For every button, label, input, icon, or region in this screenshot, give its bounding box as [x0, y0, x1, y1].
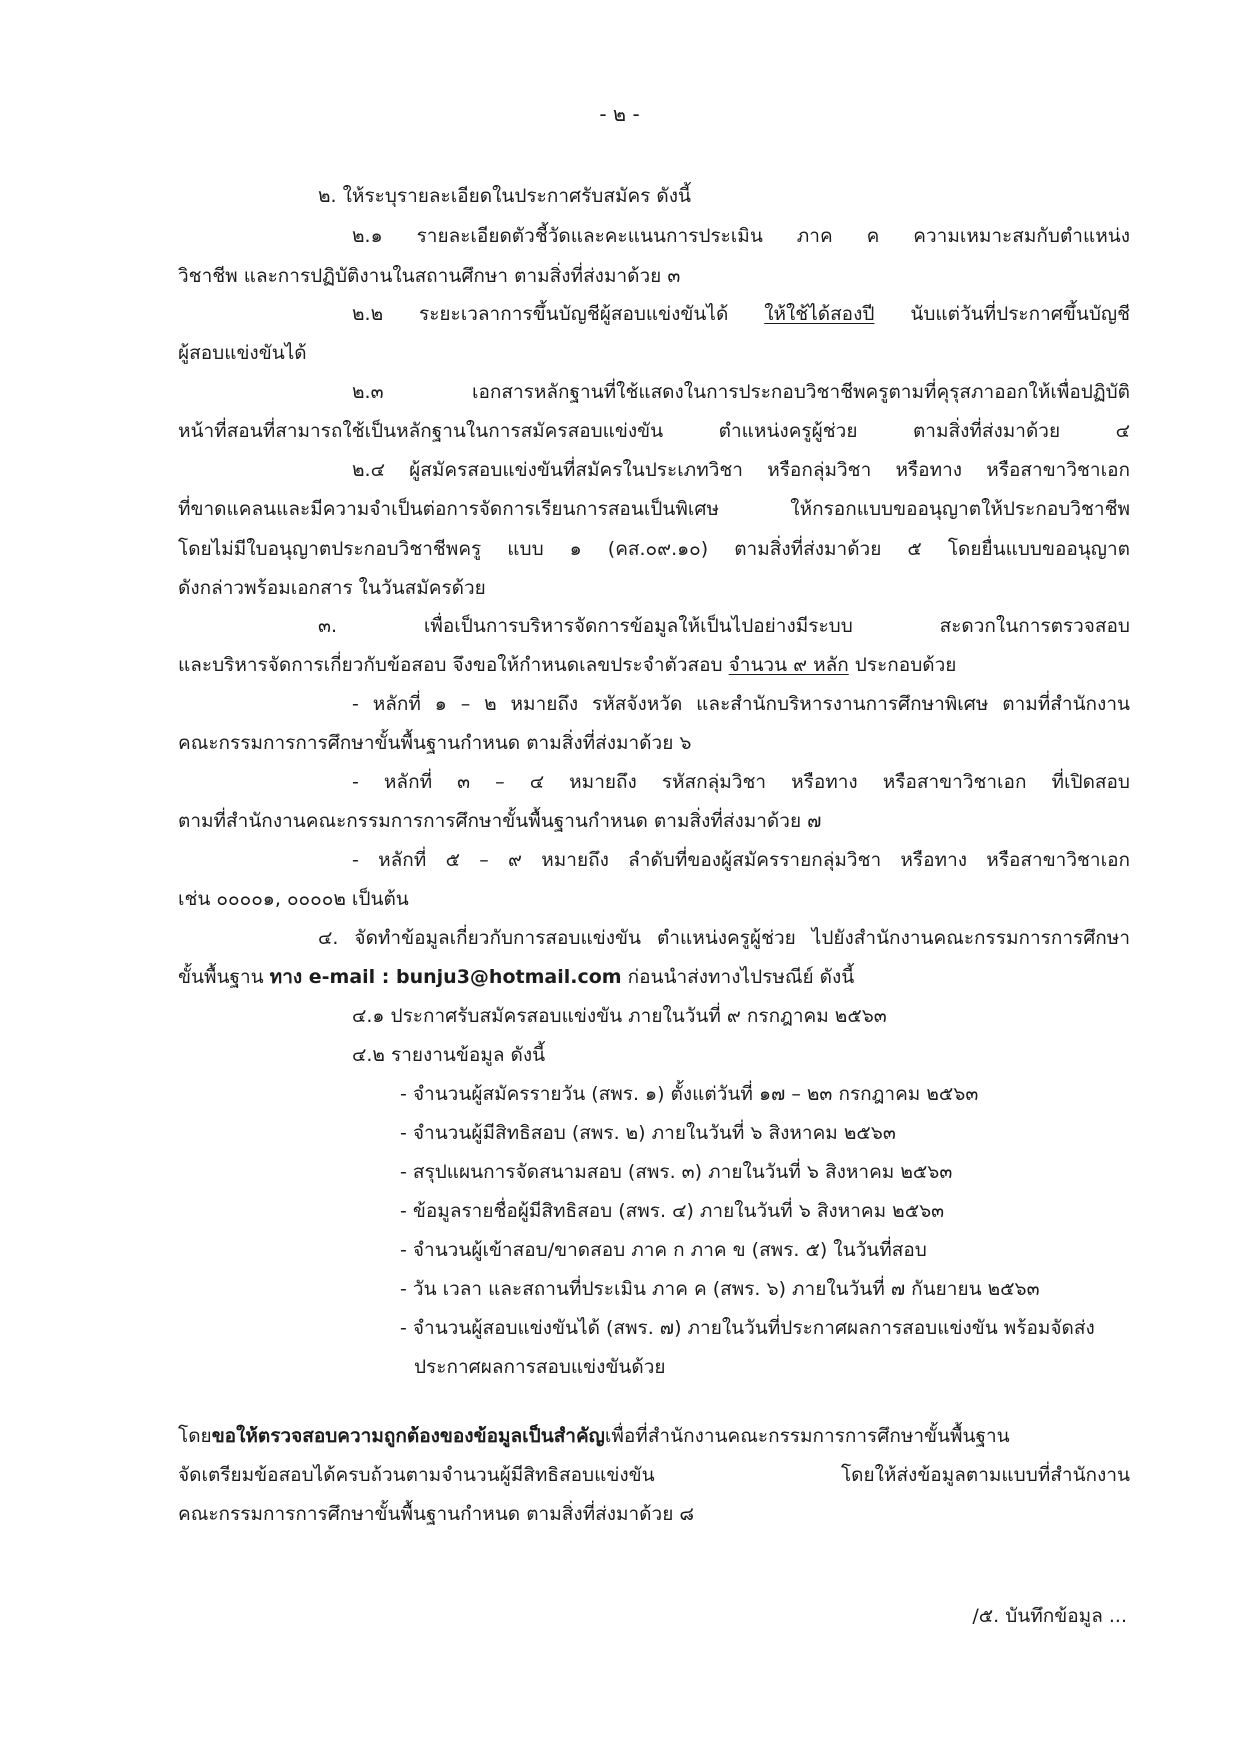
item2-4-line1: ๒.๔ ผู้สมัครสอบแข่งขันที่สมัครในประเภทวิชา หรือกลุ่มวิชา หรือทาง หรือสาขาวิชาเอก [352, 459, 1130, 481]
report-item: - สรุปแผนการจัดสนามสอบ (สพร. ๓) ภายในวันที่ ๖ สิงหาคม ๒๕๖๓ [400, 1161, 953, 1183]
report-item: - จำนวนผู้เข้าสอบ/ขาดสอบ ภาค ก ภาค ข (สพร. ๕) ในวันที่สอบ [400, 1239, 927, 1261]
closing-line3: คณะกรรมการการศึกษาขั้นพื้นฐานกำหนด ตามสิ่งที่ส่งมาด้วย ๘ [178, 1503, 695, 1525]
item3-digit2-line1: - หลักที่ ๓ – ๔ หมายถึง รหัสกลุ่มวิชา หรือทาง หรือสาขาวิชาเอก ที่เปิดสอบ [352, 771, 1130, 793]
closing-bold: ขอให้ตรวจสอบความถูกต้องของข้อมูลเป็นสำคัญ [211, 1425, 605, 1447]
item3-digit1-line1: - หลักที่ ๑ – ๒ หมายถึง รหัสจังหวัด และสำนักบริหารงานการศึกษาพิเศษ ตามที่สำนักงาน [352, 693, 1130, 715]
item3-digit1-line2: คณะกรรมการการศึกษาขั้นพื้นฐานกำหนด ตามสิ่งที่ส่งมาด้วย ๖ [178, 732, 692, 754]
report-item: - จำนวนผู้สมัครรายวัน (สพร. ๑) ตั้งแต่วันที่ ๑๗ – ๒๓ กรกฎาคม ๒๕๖๓ [400, 1083, 979, 1105]
item2-3-line2: หน้าที่สอนที่สามารถใช้เป็นหลักฐานในการสมัครสอบแข่งขัน ตำแหน่งครูผู้ช่วย ตามสิ่งที่ส่งมาด้วย ๔ [178, 420, 1130, 442]
item4-line1: ๔. จัดทำข้อมูลเกี่ยวกับการสอบแข่งขัน ตำแหน่งครูผู้ช่วย ไปยังสำนักงานคณะกรรมการการศึกษา [318, 927, 1130, 949]
item3-line2-text-b: ประกอบด้วย [848, 654, 957, 676]
item4-line2-text-a: ขั้นพื้นฐาน [178, 966, 270, 988]
item4-line2 [178, 968, 854, 987]
item2-2-underlined: ให้ใช้ได้สองปี [764, 303, 875, 325]
item3-digit3-line2: เช่น ๐๐๐๐๑, ๐๐๐๐๒ เป็นต้น [178, 888, 409, 910]
item2-4-line4: ดังกล่าวพร้อมเอกสาร ในวันสมัครด้วย [178, 577, 486, 599]
item2-heading: ๒. ให้ระบุรายละเอียดในประกาศรับสมัคร ดังนี้ [318, 185, 692, 207]
report-item: - ข้อมูลรายชื่อผู้มีสิทธิสอบ (สพร. ๔) ภายในวันที่ ๖ สิงหาคม ๒๕๖๓ [400, 1200, 945, 1222]
item2-3-line1: ๒.๓ เอกสารหลักฐานที่ใช้แสดงในการประกอบวิชาชีพครูตามที่คุรุสภาออกให้เพื่อปฏิบัติ [352, 381, 1130, 403]
item3-line1: ๓. เพื่อเป็นการบริหารจัดการข้อมูลให้เป็นไปอย่างมีระบบ สะดวกในการตรวจสอบ [318, 615, 1130, 637]
item2-1-line2: วิชาชีพ และการปฏิบัติงานในสถานศึกษา ตามสิ่งที่ส่งมาด้วย ๓ [178, 265, 681, 287]
item2-4-line3: โดยไม่มีใบอนุญาตประกอบวิชาชีพครู แบบ ๑ (คส.๐๙.๑๐) ตามสิ่งที่ส่งมาด้วย ๕ โดยยื่นแบบขออนุญาต [178, 538, 1130, 560]
item4-1: ๔.๑ ประกาศรับสมัครสอบแข่งขัน ภายในวันที่ ๙ กรกฎาคม ๒๕๖๓ [352, 1005, 887, 1027]
item3-digit2-line2: ตามที่สำนักงานคณะกรรมการการศึกษาขั้นพื้นฐานกำหนด ตามสิ่งที่ส่งมาด้วย ๗ [178, 810, 822, 832]
report-item: - วัน เวลา และสถานที่ประเมิน ภาค ค (สพร. ๖) ภายในวันที่ ๗ กันยายน ๒๕๖๓ [400, 1278, 1040, 1300]
item2-1-line1: ๒.๑ รายละเอียดตัวชี้วัดและคะแนนการประเมิน ภาค ค ความเหมาะสมกับตำแหน่ง [352, 225, 1130, 247]
closing-line2: จัดเตรียมข้อสอบได้ครบถ้วนตามจำนวนผู้มีสิทธิสอบแข่งขัน โดยให้ส่งข้อมูลตามแบบที่สำนักงาน [178, 1464, 1130, 1486]
item2-2-line2: ผู้สอบแข่งขันได้ [178, 342, 307, 364]
item4-2: ๔.๒ รายงานข้อมูล ดังนี้ [352, 1044, 546, 1066]
item3-line2 [178, 656, 956, 675]
closing-text-b: เพื่อที่สำนักงานคณะกรรมการการศึกษาขั้นพื้นฐาน [604, 1425, 1010, 1447]
closing-line1 [178, 1427, 1130, 1446]
item2-2-line1 [352, 305, 1130, 324]
next-page-reference: /๕. บันทึกข้อมูล ... [972, 1605, 1127, 1627]
report-item: - จำนวนผู้มีสิทธิสอบ (สพร. ๒) ภายในวันที่ ๖ สิงหาคม ๒๕๖๓ [400, 1122, 896, 1144]
item2-2-text-a: ๒.๒ ระยะเวลาการขึ้นบัญชีผู้สอบแข่งขันได้ [352, 303, 765, 325]
item4-line2-text-b: ก่อนนำส่งทางไปรษณีย์ ดังนี้ [621, 966, 855, 988]
page-number: - ๒ - [599, 102, 640, 126]
item3-underlined: จำนวน ๙ หลัก [728, 654, 849, 676]
item2-4-line2: ที่ขาดแคลนและมีความจำเป็นต่อการจัดการเรียนการสอนเป็นพิเศษ ให้กรอกแบบขออนุญาตให้ประกอบวิชาชีพ [178, 498, 1130, 520]
item3-line2-text-a: และบริหารจัดการเกี่ยวกับข้อสอบ จึงขอให้กำหนดเลขประจำตัวสอบ [178, 654, 729, 676]
item4-email: ทาง e-mail : bunju3@hotmail.com [269, 966, 622, 988]
report-item: - จำนวนผู้สอบแข่งขันได้ (สพร. ๗) ภายในวันที่ประกาศผลการสอบแข่งขัน พร้อมจัดส่ง [400, 1317, 1095, 1339]
closing-text-a: โดย [178, 1425, 212, 1447]
item3-digit3-line1: - หลักที่ ๕ – ๙ หมายถึง ลำดับที่ของผู้สมัครรายกลุ่มวิชา หรือทาง หรือสาขาวิชาเอก [352, 849, 1130, 871]
report-item-continued: ประกาศผลการสอบแข่งขันด้วย [414, 1356, 666, 1378]
item2-2-text-b: นับแต่วันที่ประกาศขึ้นบัญชี [874, 303, 1130, 325]
